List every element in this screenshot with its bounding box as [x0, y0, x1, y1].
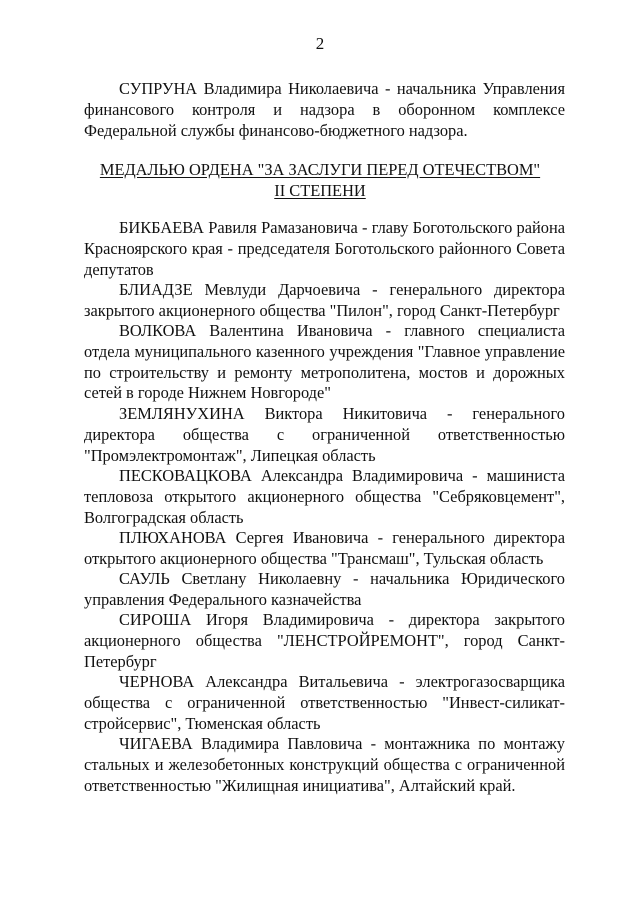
award-entry: СИРОША Игоря Владимировича - директора закрытого акционерного общества "ЛЕНСТРОЙРЕМОНТ", город Санкт-Петербург — [84, 610, 565, 671]
intro-entry: СУПРУНА Владимира Николаевича - начальника Управления финансового контроля и надзора в оборонном комплексе Федеральной службы финансово-бюджетного надзора. — [84, 79, 565, 140]
award-entry: САУЛЬ Светлану Николаевну - начальника Юридического управления Федерального казначейства — [84, 569, 565, 609]
award-entry: ПЕСКОВАЦКОВА Александра Владимировича - машиниста тепловоза открытого акционерного общества "Себряковцемент", Волгоградская область — [84, 466, 565, 527]
page-number: 2 — [315, 34, 325, 53]
award-entry: ЧИГАЕВА Владимира Павловича - монтажника по монтажу стальных и железобетонных конструкций общества с ограниченной ответственностью "Жилищная инициатива", Алтайский край. — [84, 734, 565, 795]
heading-line-2: II СТЕПЕНИ — [274, 180, 366, 200]
award-entry: БИКБАЕВА Равиля Рамазановича - главу Боготольского района Красноярского края - председателя Боготольского районного Совета депутатов — [84, 218, 565, 279]
award-entry: ПЛЮХАНОВА Сергея Ивановича - генерального директора открытого акционерного общества "Трансмаш", Тульская область — [84, 528, 565, 568]
award-entry: БЛИАДЗЕ Мевлуди Дарчоевича - генерального директора закрытого акционерного общества "Пилон", город Санкт-Петербург — [84, 280, 565, 320]
section-heading — [60, 160, 580, 202]
award-entry: ВОЛКОВА Валентина Ивановича - главного специалиста отдела муниципального казенного учреждения "Главное управление по строительству и ремонту метрополитена, мостов и дорожных сетей в городе Нижнем Новгороде" — [84, 321, 565, 403]
award-entry: ЧЕРНОВА Александра Витальевича - электрогазосварщика общества с ограниченной ответственностью "Инвест-силикат-стройсервис", Тюменская область — [84, 672, 565, 733]
heading-line-1: МЕДАЛЬЮ ОРДЕНА "ЗА ЗАСЛУГИ ПЕРЕД ОТЕЧЕСТВОМ" — [99, 160, 541, 179]
award-entry: ЗЕМЛЯНУХИНА Виктора Никитовича - генерального директора общества с ограниченной ответственностью "Промэлектромонтаж", Липецкая область — [84, 404, 565, 465]
